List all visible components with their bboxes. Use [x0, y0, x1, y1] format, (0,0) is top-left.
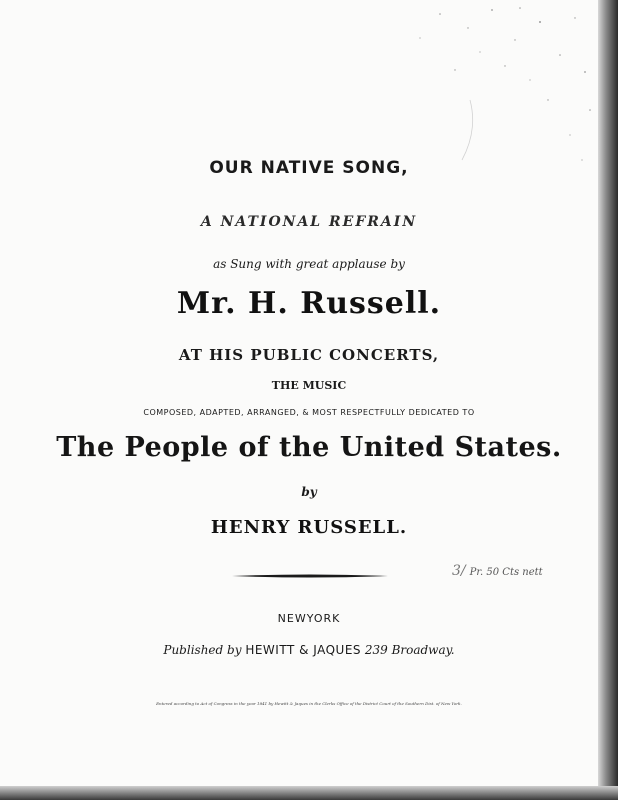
- publisher-line: [0, 643, 618, 657]
- price-mark: 3/: [452, 563, 466, 579]
- dedication-line: COMPOSED, ADAPTED, ARRANGED, & MOST RESPECTFULLY DEDICATED TO: [143, 408, 475, 417]
- song-subtitle: A NATIONAL REFRAIN: [200, 214, 418, 230]
- dedicatee: The People of the United States.: [56, 432, 562, 463]
- concerts-line: AT HIS PUBLIC CONCERTS,: [178, 346, 440, 364]
- by-line: by: [301, 485, 317, 499]
- performer-name: Mr. H. Russell.: [176, 286, 442, 321]
- composer-name: HENRY RUSSELL.: [210, 517, 408, 538]
- published-by-label: Published by: [163, 643, 242, 657]
- music-line: THE MUSIC: [271, 379, 347, 392]
- publisher-address: 239 Broadway.: [364, 643, 455, 657]
- page-edge-shadow-bottom: [0, 786, 618, 800]
- page-edge-shadow-right: [598, 0, 618, 800]
- city: NEWYORK: [277, 612, 341, 625]
- publisher-name: HEWITT & JAQUES: [245, 643, 362, 657]
- ornamental-rule: [232, 572, 388, 580]
- copyright-notice: Entered according to Act of Congress in the year 1841 by Hewitt & Jaques in the Clerks Office of the District Court of the Southern Dist. of New York.: [156, 701, 462, 706]
- song-title: OUR NATIVE SONG,: [209, 158, 409, 178]
- price-annotation: [452, 563, 543, 579]
- price-text: Pr. 50 Cts nett: [469, 567, 543, 578]
- sung-by-line: as Sung with great applause by: [213, 257, 405, 271]
